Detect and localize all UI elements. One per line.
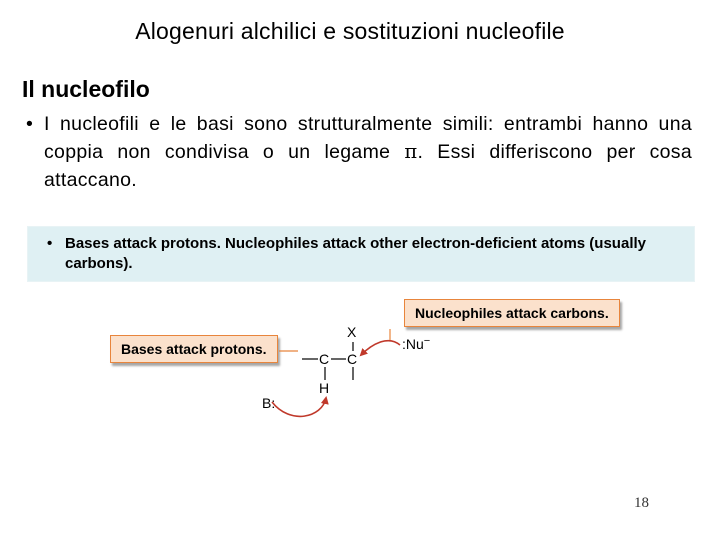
page-number: 18	[634, 495, 649, 511]
atom-c-right: C	[347, 351, 358, 367]
atom-h: H	[319, 380, 330, 396]
caption-text: Bases attack protons. Nucleophiles attack other electron-deficient atoms (usually carbons).	[65, 235, 646, 272]
curved-arrow-nu-to-c	[361, 341, 400, 355]
callout-nucleophiles: Nucleophiles attack carbons.	[404, 299, 620, 327]
atom-x: X	[347, 324, 357, 340]
bullet-text-part2: . Essi differiscono per cosa attaccano.	[44, 141, 692, 191]
slide-title: Alogenuri alchilici e sostituzioni nucleofile	[135, 18, 565, 44]
nucleophile-label	[402, 335, 430, 352]
callout-bases: Bases attack protons.	[110, 335, 278, 363]
bullet-text-part1: I nucleofili e le basi sono strutturalmente simili: entrambi hanno una coppia non condivisa o un legame	[44, 113, 692, 163]
nucleophile-charge: −	[423, 335, 431, 347]
base-label: B:	[262, 395, 276, 411]
curved-arrow-base-to-h	[272, 398, 326, 416]
pi-symbol: π	[404, 140, 418, 163]
section-heading: Il nucleofilo	[22, 76, 150, 102]
caption-marker: •	[47, 235, 53, 252]
bullet-marker: •	[26, 113, 33, 135]
nucleophile-text: :Nu	[402, 336, 424, 352]
atom-c-left: C	[319, 351, 330, 367]
